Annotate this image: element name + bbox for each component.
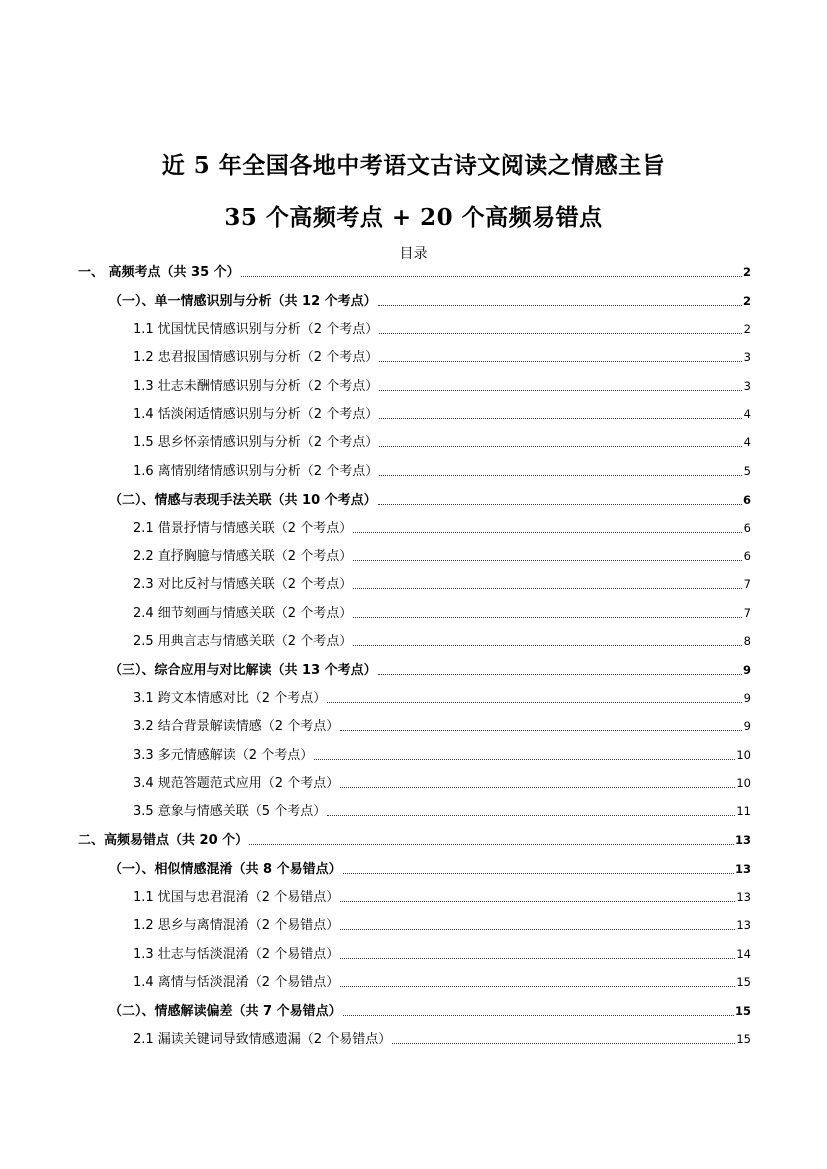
toc-entry-text: 3.1 跨文本情感对比（2 个考点） — [133, 691, 327, 706]
toc-entry-page: 2 — [743, 322, 751, 336]
toc-entry-level3[interactable] — [133, 944, 751, 964]
toc-dot-leader — [379, 474, 742, 476]
document-title-line1: 近 5 年全国各地中考语文古诗文阅读之情感主旨 — [161, 152, 666, 179]
toc-dot-leader — [379, 417, 742, 419]
toc-entry-text: 3.3 多元情感解读（2 个考点） — [133, 748, 314, 763]
toc-dot-leader — [343, 1014, 734, 1016]
toc-entry-text: 1.4 离情与恬淡混淆（2 个易错点） — [133, 975, 340, 990]
toc-entry-level3[interactable] — [133, 773, 751, 793]
toc-entry-text: 2.1 借景抒情与情感关联（2 个考点） — [133, 521, 353, 536]
toc-entry-level3[interactable] — [133, 461, 751, 481]
toc-entry-text: 2.3 对比反衬与情感关联（2 个考点） — [133, 577, 353, 592]
toc-dot-leader — [340, 786, 735, 788]
document-title-line2: 35 个高频考点 + 20 个高频易错点 — [224, 204, 603, 231]
toc-entry-text: 1.1 忧国与忠君混淆（2 个易错点） — [133, 890, 340, 905]
toc-entry-text: 3.4 规范答题范式应用（2 个考点） — [133, 776, 340, 791]
toc-entry-level3[interactable] — [133, 915, 751, 935]
toc-entry-page: 15 — [736, 1032, 751, 1046]
toc-entry-level3[interactable] — [133, 404, 751, 424]
toc-dot-leader — [327, 814, 735, 816]
toc-entry-level3[interactable] — [133, 347, 751, 367]
toc-entry-text: 一、 高频考点（共 35 个） — [78, 265, 240, 280]
toc-entry-page: 9 — [743, 691, 751, 705]
toc-dot-leader — [379, 445, 742, 447]
toc-dot-leader — [327, 701, 742, 703]
toc-dot-leader — [340, 928, 735, 930]
toc-entry-level3[interactable] — [133, 972, 751, 992]
toc-entry-level3[interactable] — [133, 546, 751, 566]
toc-entry-text: （二）、情感解读偏差（共 7 个易错点） — [109, 1004, 342, 1019]
toc-entry-text: 1.4 恬淡闲适情感识别与分析（2 个考点） — [133, 407, 379, 422]
toc-dot-leader — [379, 360, 742, 362]
toc-entry-level3[interactable] — [133, 887, 751, 907]
toc-entry-page: 3 — [743, 379, 751, 393]
toc-entry-page: 2 — [742, 265, 751, 279]
toc-dot-leader — [378, 503, 742, 505]
toc-dot-leader — [353, 531, 742, 533]
toc-entry-level1[interactable] — [78, 830, 751, 850]
toc-entry-text: 二、高频易错点（共 20 个） — [78, 833, 249, 848]
toc-entry-level3[interactable] — [133, 716, 751, 736]
toc-entry-level3[interactable] — [133, 631, 751, 651]
toc-entry-text: （一）、相似情感混淆（共 8 个易错点） — [109, 862, 342, 877]
toc-dot-leader — [392, 1042, 735, 1044]
toc-dot-leader — [340, 985, 735, 987]
toc-entry-level3[interactable] — [133, 745, 751, 765]
toc-dot-leader — [353, 616, 742, 618]
toc-dot-leader — [378, 304, 742, 306]
toc-entry-page: 11 — [736, 804, 751, 818]
toc-entry-text: 1.1 忧国忧民情感识别与分析（2 个考点） — [133, 322, 379, 337]
toc-entry-level3[interactable] — [133, 603, 751, 623]
toc-entry-page: 6 — [743, 521, 751, 535]
toc-dot-leader — [249, 843, 734, 845]
toc-entry-page: 14 — [736, 947, 751, 961]
toc-dot-leader — [343, 872, 734, 874]
toc-entry-text: 2.5 用典言志与情感关联（2 个考点） — [133, 634, 353, 649]
toc-entry-page: 3 — [743, 350, 751, 364]
toc-dot-leader — [314, 758, 735, 760]
toc-dot-leader — [340, 729, 742, 731]
toc-entry-text: 1.3 壮志未酬情感识别与分析（2 个考点） — [133, 379, 379, 394]
toc-entry-level2[interactable] — [109, 859, 751, 879]
toc-entry-level3[interactable] — [133, 319, 751, 339]
toc-entry-text: 1.6 离情别绪情感识别与分析（2 个考点） — [133, 464, 379, 479]
toc-entry-page: 13 — [736, 890, 751, 904]
toc-entry-text: 3.5 意象与情感关联（5 个考点） — [133, 804, 327, 819]
toc-heading: 目录 — [399, 246, 428, 262]
toc-entry-text: （三）、综合应用与对比解读（共 13 个考点） — [109, 663, 377, 678]
toc-entry-page: 6 — [742, 493, 751, 507]
toc-entry-page: 15 — [734, 1004, 751, 1018]
toc-entry-page: 5 — [743, 464, 751, 478]
toc-dot-leader — [241, 275, 742, 277]
toc-dot-leader — [379, 389, 742, 391]
toc-entry-text: 2.4 细节刻画与情感关联（2 个考点） — [133, 606, 353, 621]
toc-entry-level2[interactable] — [109, 660, 751, 680]
toc-entry-text: （二）、情感与表现手法关联（共 10 个考点） — [109, 493, 377, 508]
toc-dot-leader — [378, 673, 742, 675]
toc-entry-text: 3.2 结合背景解读情感（2 个考点） — [133, 719, 340, 734]
toc-entry-page: 8 — [743, 634, 751, 648]
toc-entry-page: 15 — [736, 975, 751, 989]
toc-entry-page: 9 — [743, 719, 751, 733]
toc-entry-page: 4 — [743, 407, 751, 421]
toc-entry-level2[interactable] — [109, 291, 751, 311]
toc-entry-text: 1.5 思乡怀亲情感识别与分析（2 个考点） — [133, 435, 379, 450]
toc-entry-level1[interactable] — [78, 262, 751, 282]
toc-entry-page: 10 — [736, 748, 751, 762]
toc-entry-level3[interactable] — [133, 376, 751, 396]
toc-entry-level2[interactable] — [109, 490, 751, 510]
toc-entry-text: 1.3 壮志与恬淡混淆（2 个易错点） — [133, 947, 340, 962]
toc-entry-page: 6 — [743, 549, 751, 563]
toc-entry-page: 4 — [743, 435, 751, 449]
toc-entry-level3[interactable] — [133, 574, 751, 594]
toc-entry-level2[interactable] — [109, 1001, 751, 1021]
toc-entry-page: 10 — [736, 776, 751, 790]
toc-entry-text: （一）、单一情感识别与分析（共 12 个考点） — [109, 294, 377, 309]
toc-dot-leader — [353, 587, 742, 589]
toc-entry-page: 7 — [743, 606, 751, 620]
toc-entry-level3[interactable] — [133, 432, 751, 452]
toc-entry-level3[interactable] — [133, 1029, 751, 1049]
toc-entry-page: 9 — [742, 663, 751, 677]
toc-entry-page: 2 — [742, 294, 751, 308]
toc-dot-leader — [340, 900, 735, 902]
toc-entry-level3[interactable] — [133, 518, 751, 538]
toc-entry-page: 13 — [734, 862, 751, 876]
toc-entry-page: 7 — [743, 577, 751, 591]
toc-entry-text: 1.2 思乡与离情混淆（2 个易错点） — [133, 918, 340, 933]
toc-entry-level3[interactable] — [133, 801, 751, 821]
toc-entry-page: 13 — [736, 918, 751, 932]
toc-entry-level3[interactable] — [133, 688, 751, 708]
toc-entry-text: 1.2 忠君报国情感识别与分析（2 个考点） — [133, 350, 379, 365]
toc-entry-page: 13 — [734, 833, 751, 847]
toc-dot-leader — [353, 644, 742, 646]
toc-entry-text: 2.1 漏读关键词导致情感遗漏（2 个易错点） — [133, 1032, 392, 1047]
toc-entry-text: 2.2 直抒胸臆与情感关联（2 个考点） — [133, 549, 353, 564]
toc-dot-leader — [353, 559, 742, 561]
toc-dot-leader — [379, 332, 742, 334]
toc-dot-leader — [340, 957, 735, 959]
